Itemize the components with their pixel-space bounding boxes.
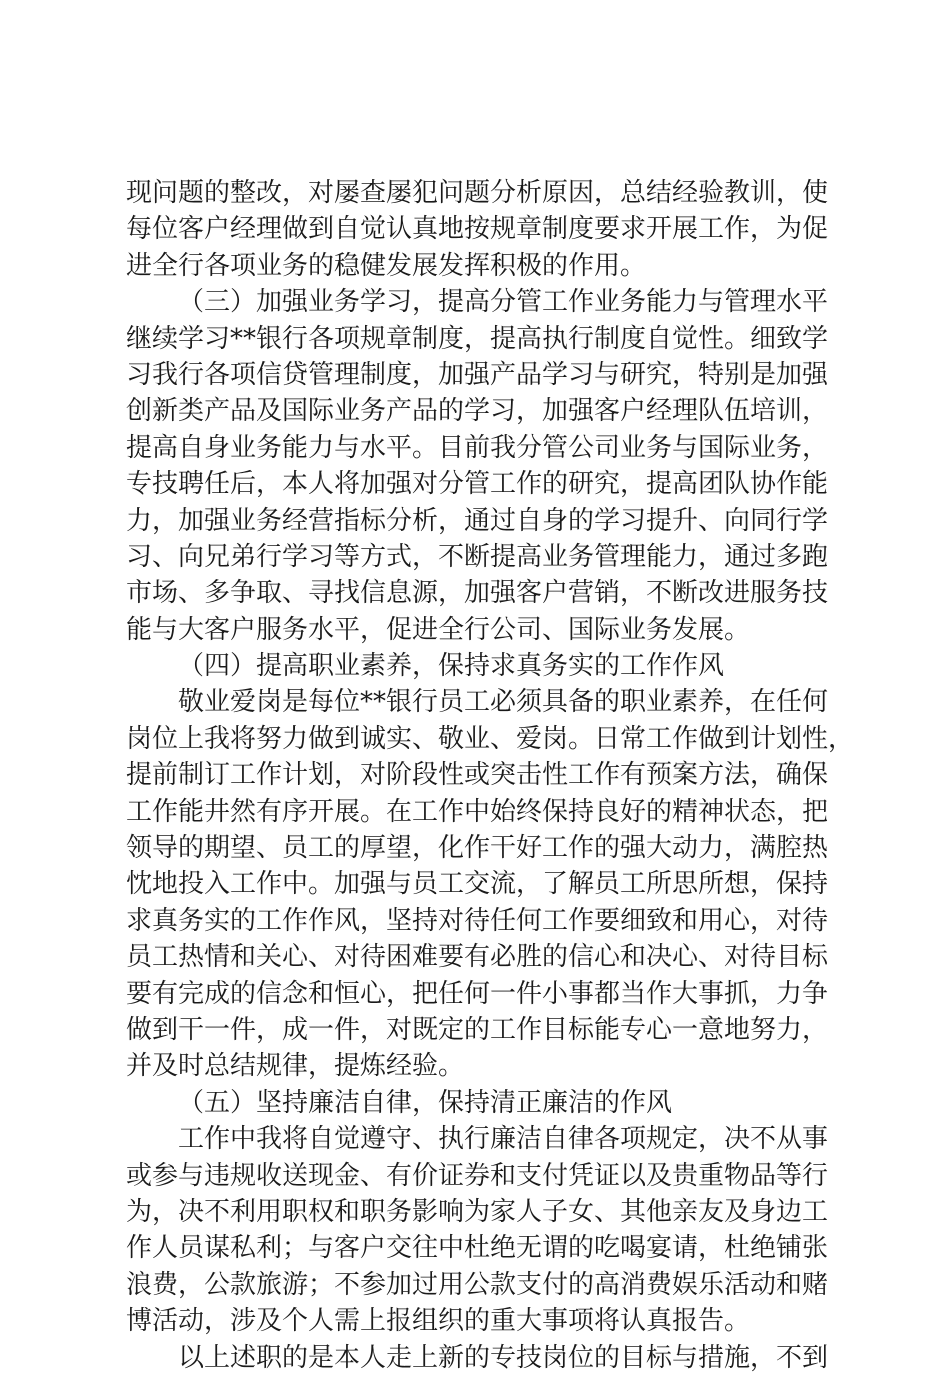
text-line: 专技聘任后，本人将加强对分管工作的研究，提高团队协作能 — [126, 469, 829, 500]
text-line: 力，加强业务经营指标分析，通过自身的学习提升、向同行学 — [126, 505, 829, 536]
text-line: 提高自身业务能力与水平。目前我分管公司业务与国际业务， — [126, 432, 829, 463]
text-line: 工作能井然有序开展。在工作中始终保持良好的精神状态，把 — [126, 796, 829, 827]
text-line: 博活动，涉及个人需上报组织的重大事项将认真报告。 — [126, 1306, 751, 1337]
text-line: 习、向兄弟行学习等方式，不断提高业务管理能力，通过多跑 — [126, 541, 829, 572]
text-line: 做到干一件，成一件，对既定的工作目标能专心一意地努力， — [126, 1014, 829, 1045]
text-line: 并及时总结规律，提炼经验。 — [126, 1051, 465, 1082]
body-text — [126, 175, 855, 1376]
text-line: 市场、多争取、寻找信息源，加强客户营销，不断改进服务技 — [126, 578, 829, 609]
section-heading: （五）坚持廉洁自律，保持清正廉洁的作风 — [178, 1087, 673, 1118]
text-line: 每位客户经理做到自觉认真地按规章制度要求开展工作，为促 — [126, 214, 829, 245]
text-line: 提前制订工作计划，对阶段性或突击性工作有预案方法，确保 — [126, 760, 829, 791]
section-heading: （三）加强业务学习，提高分管工作业务能力与管理水平 — [178, 287, 829, 318]
text-line: 习我行各项信贷管理制度，加强产品学习与研究，特别是加强 — [126, 359, 829, 390]
text-line: 作人员谋私利；与客户交往中杜绝无谓的吃喝宴请，杜绝铺张 — [126, 1233, 829, 1264]
text-line: 岗位上我将努力做到诚实、敬业、爱岗。日常工作做到计划性， — [126, 723, 855, 754]
text-line: 以上述职的是本人走上新的专技岗位的目标与措施，不到 — [178, 1342, 829, 1373]
text-line: 能与大客户服务水平，促进全行公司、国际业务发展。 — [126, 614, 751, 645]
text-line: 领导的期望、员工的厚望，化作干好工作的强大动力，满腔热 — [126, 833, 829, 864]
text-line: 敬业爱岗是每位**银行员工必须具备的职业素养，在任何 — [178, 687, 829, 718]
text-line: 为，决不利用职权和职务影响为家人子女、其他亲友及身边工 — [126, 1196, 829, 1227]
text-line: 现问题的整改，对屡查屡犯问题分析原因，总结经验教训，使 — [126, 178, 829, 208]
text-line: 浪费，公款旅游；不参加过用公款支付的高消费娱乐活动和赌 — [126, 1269, 829, 1300]
text-line: 求真务实的工作作风，坚持对待任何工作要细致和用心，对待 — [126, 905, 829, 936]
text-line: 工作中我将自觉遵守、执行廉洁自律各项规定，决不从事 — [178, 1124, 829, 1155]
section-heading: （四）提高职业素养，保持求真务实的工作作风 — [178, 651, 725, 682]
text-line: 或参与违规收送现金、有价证券和支付凭证以及贵重物品等行 — [126, 1160, 829, 1191]
text-line: 员工热情和关心、对待困难要有必胜的信心和决心、对待目标 — [126, 942, 829, 973]
text-line: 创新类产品及国际业务产品的学习，加强客户经理队伍培训， — [126, 396, 829, 427]
text-line: 继续学习**银行各项规章制度，提高执行制度自觉性。细致学 — [126, 323, 829, 354]
text-line: 要有完成的信念和恒心，把任何一件小事都当作大事抓，力争 — [126, 978, 829, 1009]
text-line: 忱地投入工作中。加强与员工交流，了解员工所思所想，保持 — [126, 869, 829, 900]
text-line: 进全行各项业务的稳健发展发挥积极的作用。 — [126, 250, 647, 281]
